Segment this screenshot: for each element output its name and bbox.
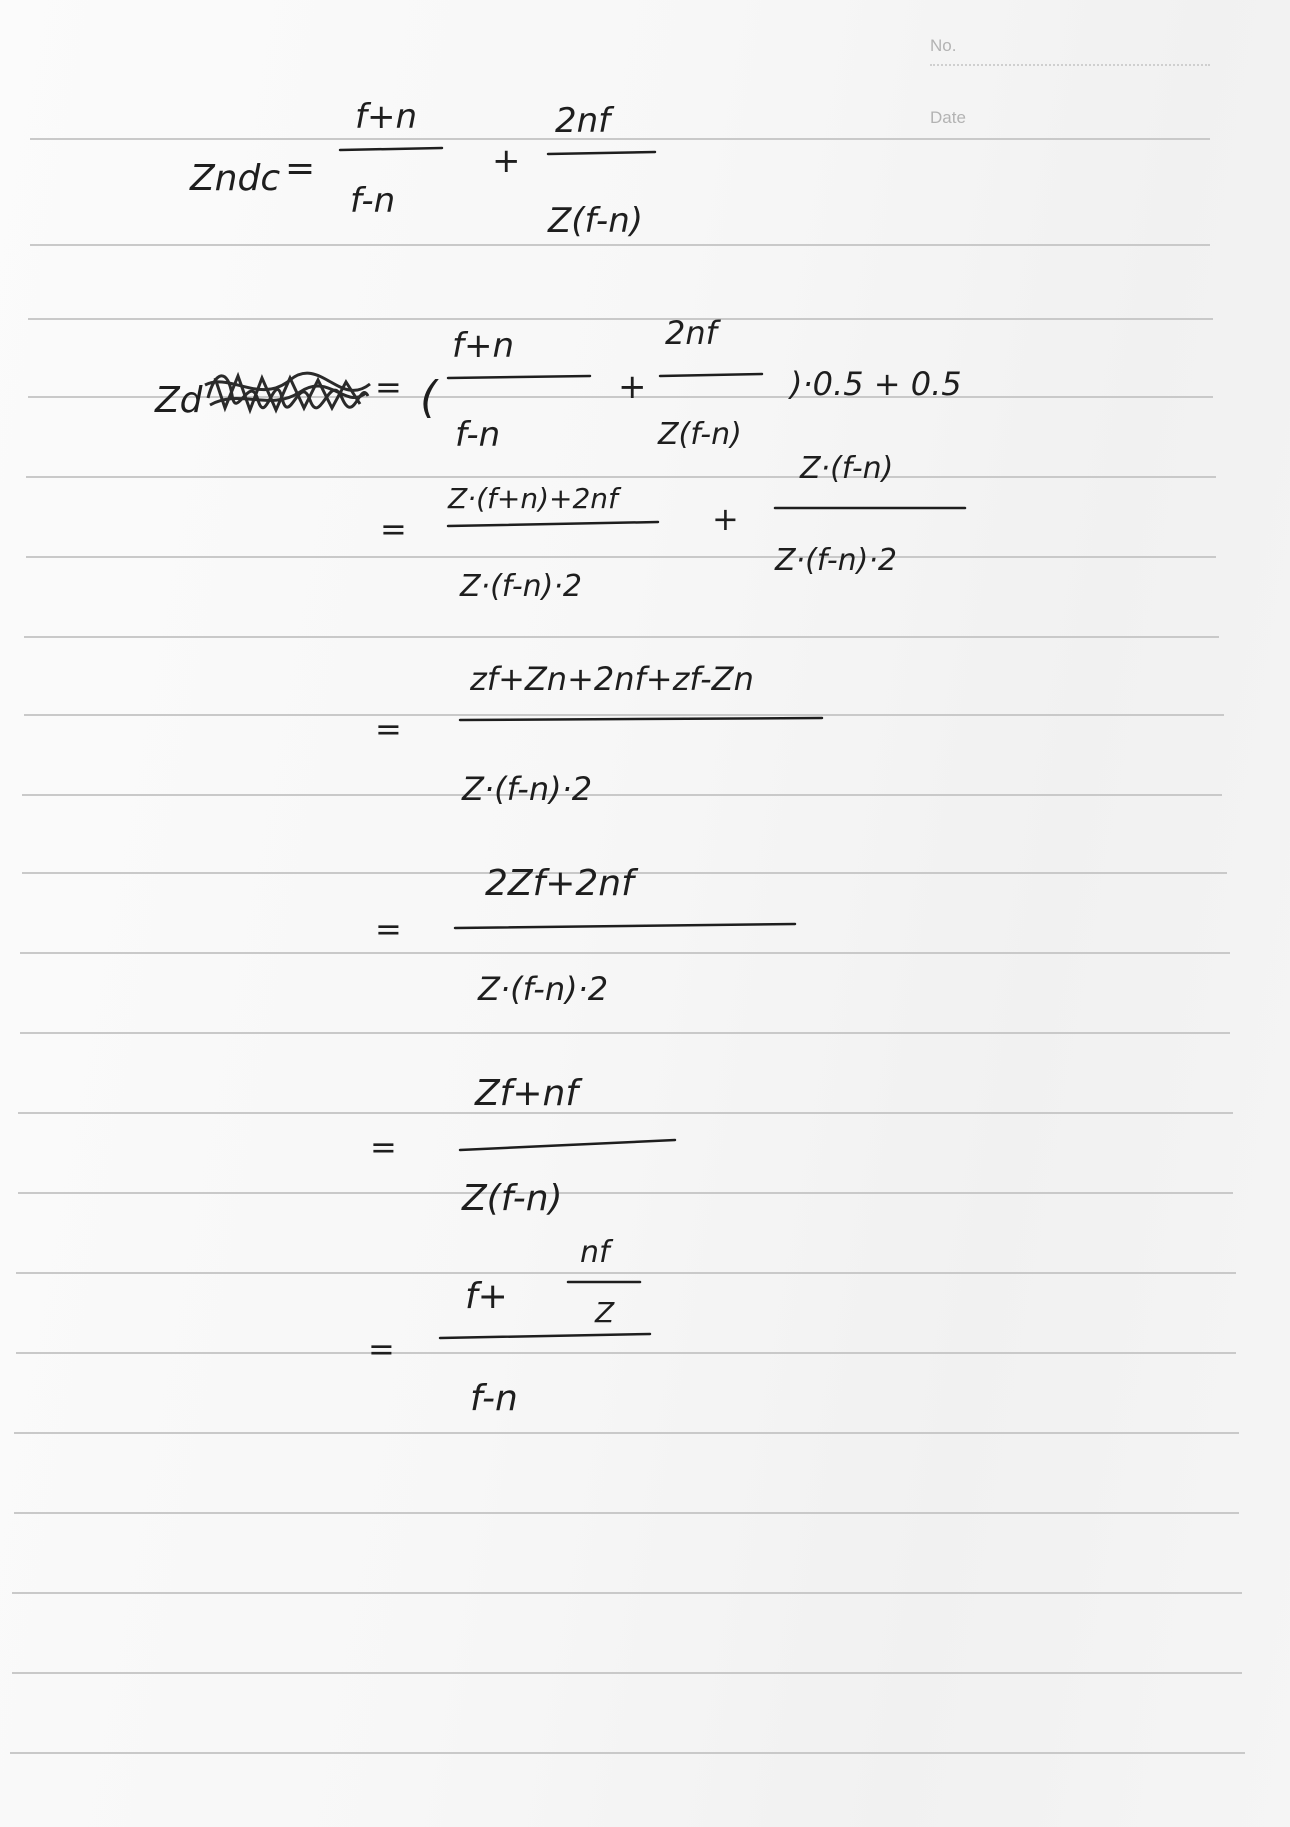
step-2 xyxy=(375,660,822,808)
step-4 xyxy=(370,1073,675,1219)
equation-1 xyxy=(189,97,655,241)
step2-denominator: Z·(f-n)·2 xyxy=(462,770,593,808)
eq1-frac1-bar xyxy=(340,148,442,150)
eq1-frac2-numerator: 2nf xyxy=(555,101,611,141)
eq1-lhs: Zndc xyxy=(190,158,281,199)
step-1 xyxy=(380,451,965,604)
step2-bar xyxy=(460,718,822,720)
step1-frac1-denominator: Z·(f-n)·2 xyxy=(460,569,582,604)
step2-numerator: zf+Zn+2nf+zf-Zn xyxy=(470,660,754,698)
eq2-frac1-bar xyxy=(448,376,590,378)
step3-denominator: Z·(f-n)·2 xyxy=(478,970,609,1008)
eq2-frac1-denominator: f-n xyxy=(455,415,501,455)
eq2-equals: = xyxy=(375,368,402,406)
step4-equals: = xyxy=(370,1128,397,1166)
eq1-frac2-bar xyxy=(548,152,655,154)
date-label: Date xyxy=(930,108,966,127)
step1-frac1-numerator: Z·(f+n)+2nf xyxy=(448,482,618,515)
step-3 xyxy=(375,863,795,1008)
step4-numerator: Zf+nf xyxy=(475,1073,578,1114)
step1-equals: = xyxy=(380,510,407,548)
step3-numerator: 2Zf+2nf xyxy=(485,863,634,904)
eq2-frac1-numerator: f+n xyxy=(452,326,515,366)
eq1-frac1-numerator: f+n xyxy=(355,97,418,137)
step5-main-bar xyxy=(440,1334,650,1338)
step3-bar xyxy=(455,924,795,928)
step3-equals: = xyxy=(375,910,402,948)
step5-inner-numerator: nf xyxy=(580,1235,610,1270)
eq2-tail: )·0.5 + 0.5 xyxy=(790,365,962,403)
step1-plus: + xyxy=(712,500,739,538)
eq1-plus: + xyxy=(492,141,521,181)
step-5 xyxy=(368,1235,650,1419)
eq2-lhs: Zd xyxy=(155,380,203,421)
step5-inner-denominator: Z xyxy=(595,1296,615,1329)
eq1-equals: = xyxy=(285,148,316,189)
eq2-open-paren: ( xyxy=(420,372,438,423)
step5-denominator: f-n xyxy=(470,1378,518,1419)
equation-2 xyxy=(154,314,962,455)
step1-frac2-denominator: Z·(f-n)·2 xyxy=(775,543,897,578)
step5-equals: = xyxy=(368,1330,395,1368)
step5-numerator-f-plus: f+ xyxy=(465,1276,508,1317)
step1-frac2-numerator: Z·(f-n) xyxy=(800,451,894,486)
eq1-frac1-denominator: f-n xyxy=(350,181,396,221)
eq2-frac2-numerator: 2nf xyxy=(665,314,717,352)
step4-bar xyxy=(460,1140,675,1150)
eq2-frac2-bar xyxy=(660,374,762,376)
step2-equals: = xyxy=(375,710,402,748)
eq2-frac2-denominator: Z(f-n) xyxy=(658,417,742,452)
no-label: No. xyxy=(930,36,957,55)
scribbled-out-text xyxy=(205,373,370,410)
eq2-plus: + xyxy=(618,367,647,407)
step4-denominator: Z(f-n) xyxy=(462,1178,563,1219)
step1-frac1-bar xyxy=(448,522,658,526)
eq1-frac2-denominator: Z(f-n) xyxy=(548,201,644,241)
